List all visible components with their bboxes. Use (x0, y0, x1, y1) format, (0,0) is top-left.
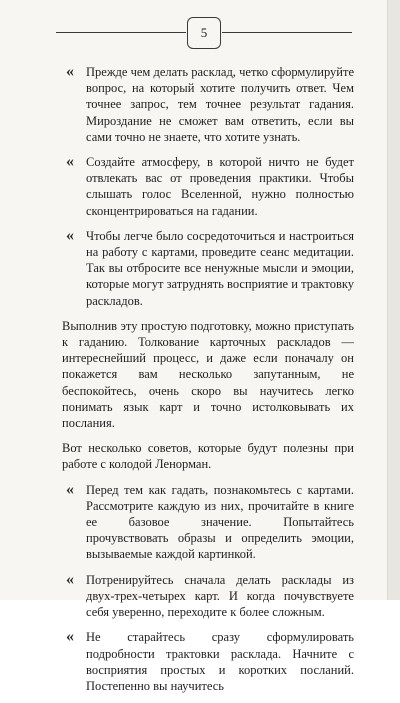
bullet-item (62, 64, 354, 145)
bullet-item (62, 154, 354, 219)
page-edge (387, 0, 400, 600)
page-header (56, 17, 352, 47)
header-rule-left (56, 32, 186, 33)
bullet-marker-icon: « (66, 480, 74, 498)
bullet-marker-icon: « (66, 153, 74, 171)
header-rule-right (222, 32, 352, 33)
body-paragraph: Выполнив эту простую подготовку, можно приступать к гаданию. Толкование карточных раскладов — интереснейший процесс, и даже если поначалу он покажется вам несколько запутанным, не беспокойтесь, очень скоро вы научитесь легко понимать язык карт и точно истолковывать их послания. (62, 318, 354, 431)
bullet-item (62, 482, 354, 563)
bullet-text: Не старайтесь сразу сформулировать подробности трактовки расклада. Начните с восприятия простых и коротких посланий. Постепенно вы научитесь (86, 630, 354, 693)
bullet-item (62, 572, 354, 621)
bullet-text: Прежде чем делать расклад, четко сформулируйте вопрос, на который хотите получить ответ. Чем точнее запрос, тем точнее результат гадания. Мироздание не сможет вам ответить, если вы сами точно не знаете, что хотите узнать. (86, 65, 354, 144)
page-number: 5 (187, 17, 221, 49)
bullet-text: Создайте атмосферу, в которой ничто не будет отвлекать вас от проведения практики. Чтобы слышать голос Вселенной, нужно полностью сконцентрироваться на гадании. (86, 155, 354, 218)
bullet-item (62, 629, 354, 694)
bullet-text: Чтобы легче было сосредоточиться и настроиться на работу с картами, проведите сеанс медитации. Так вы отбросите все ненужные мысли и эмоции, которые могут затруднять восприятие и трактовку раскладов. (86, 228, 354, 308)
bullet-marker-icon: « (66, 628, 74, 646)
bullet-item (62, 228, 354, 309)
bullet-text: Перед тем как гадать, познакомьтесь с картами. Рассмотрите каждую из них, прочитайте в книге ее базовое значение. Попытайтесь прочувствовать образы и определить эмоции, вызываемые каждой картинкой. (86, 482, 354, 562)
bullet-text: Потренируйтесь сначала делать расклады из двух-трех-четырех карт. И когда почувствуете себя уверенно, переходите к более сложным. (86, 572, 354, 620)
body-paragraph: Вот несколько советов, которые будут полезны при работе с колодой Ленорман. (62, 441, 354, 472)
bullet-marker-icon: « (66, 63, 74, 80)
bullet-marker-icon: « (66, 570, 74, 588)
bullet-marker-icon: « (66, 226, 74, 244)
page-content (62, 64, 354, 703)
